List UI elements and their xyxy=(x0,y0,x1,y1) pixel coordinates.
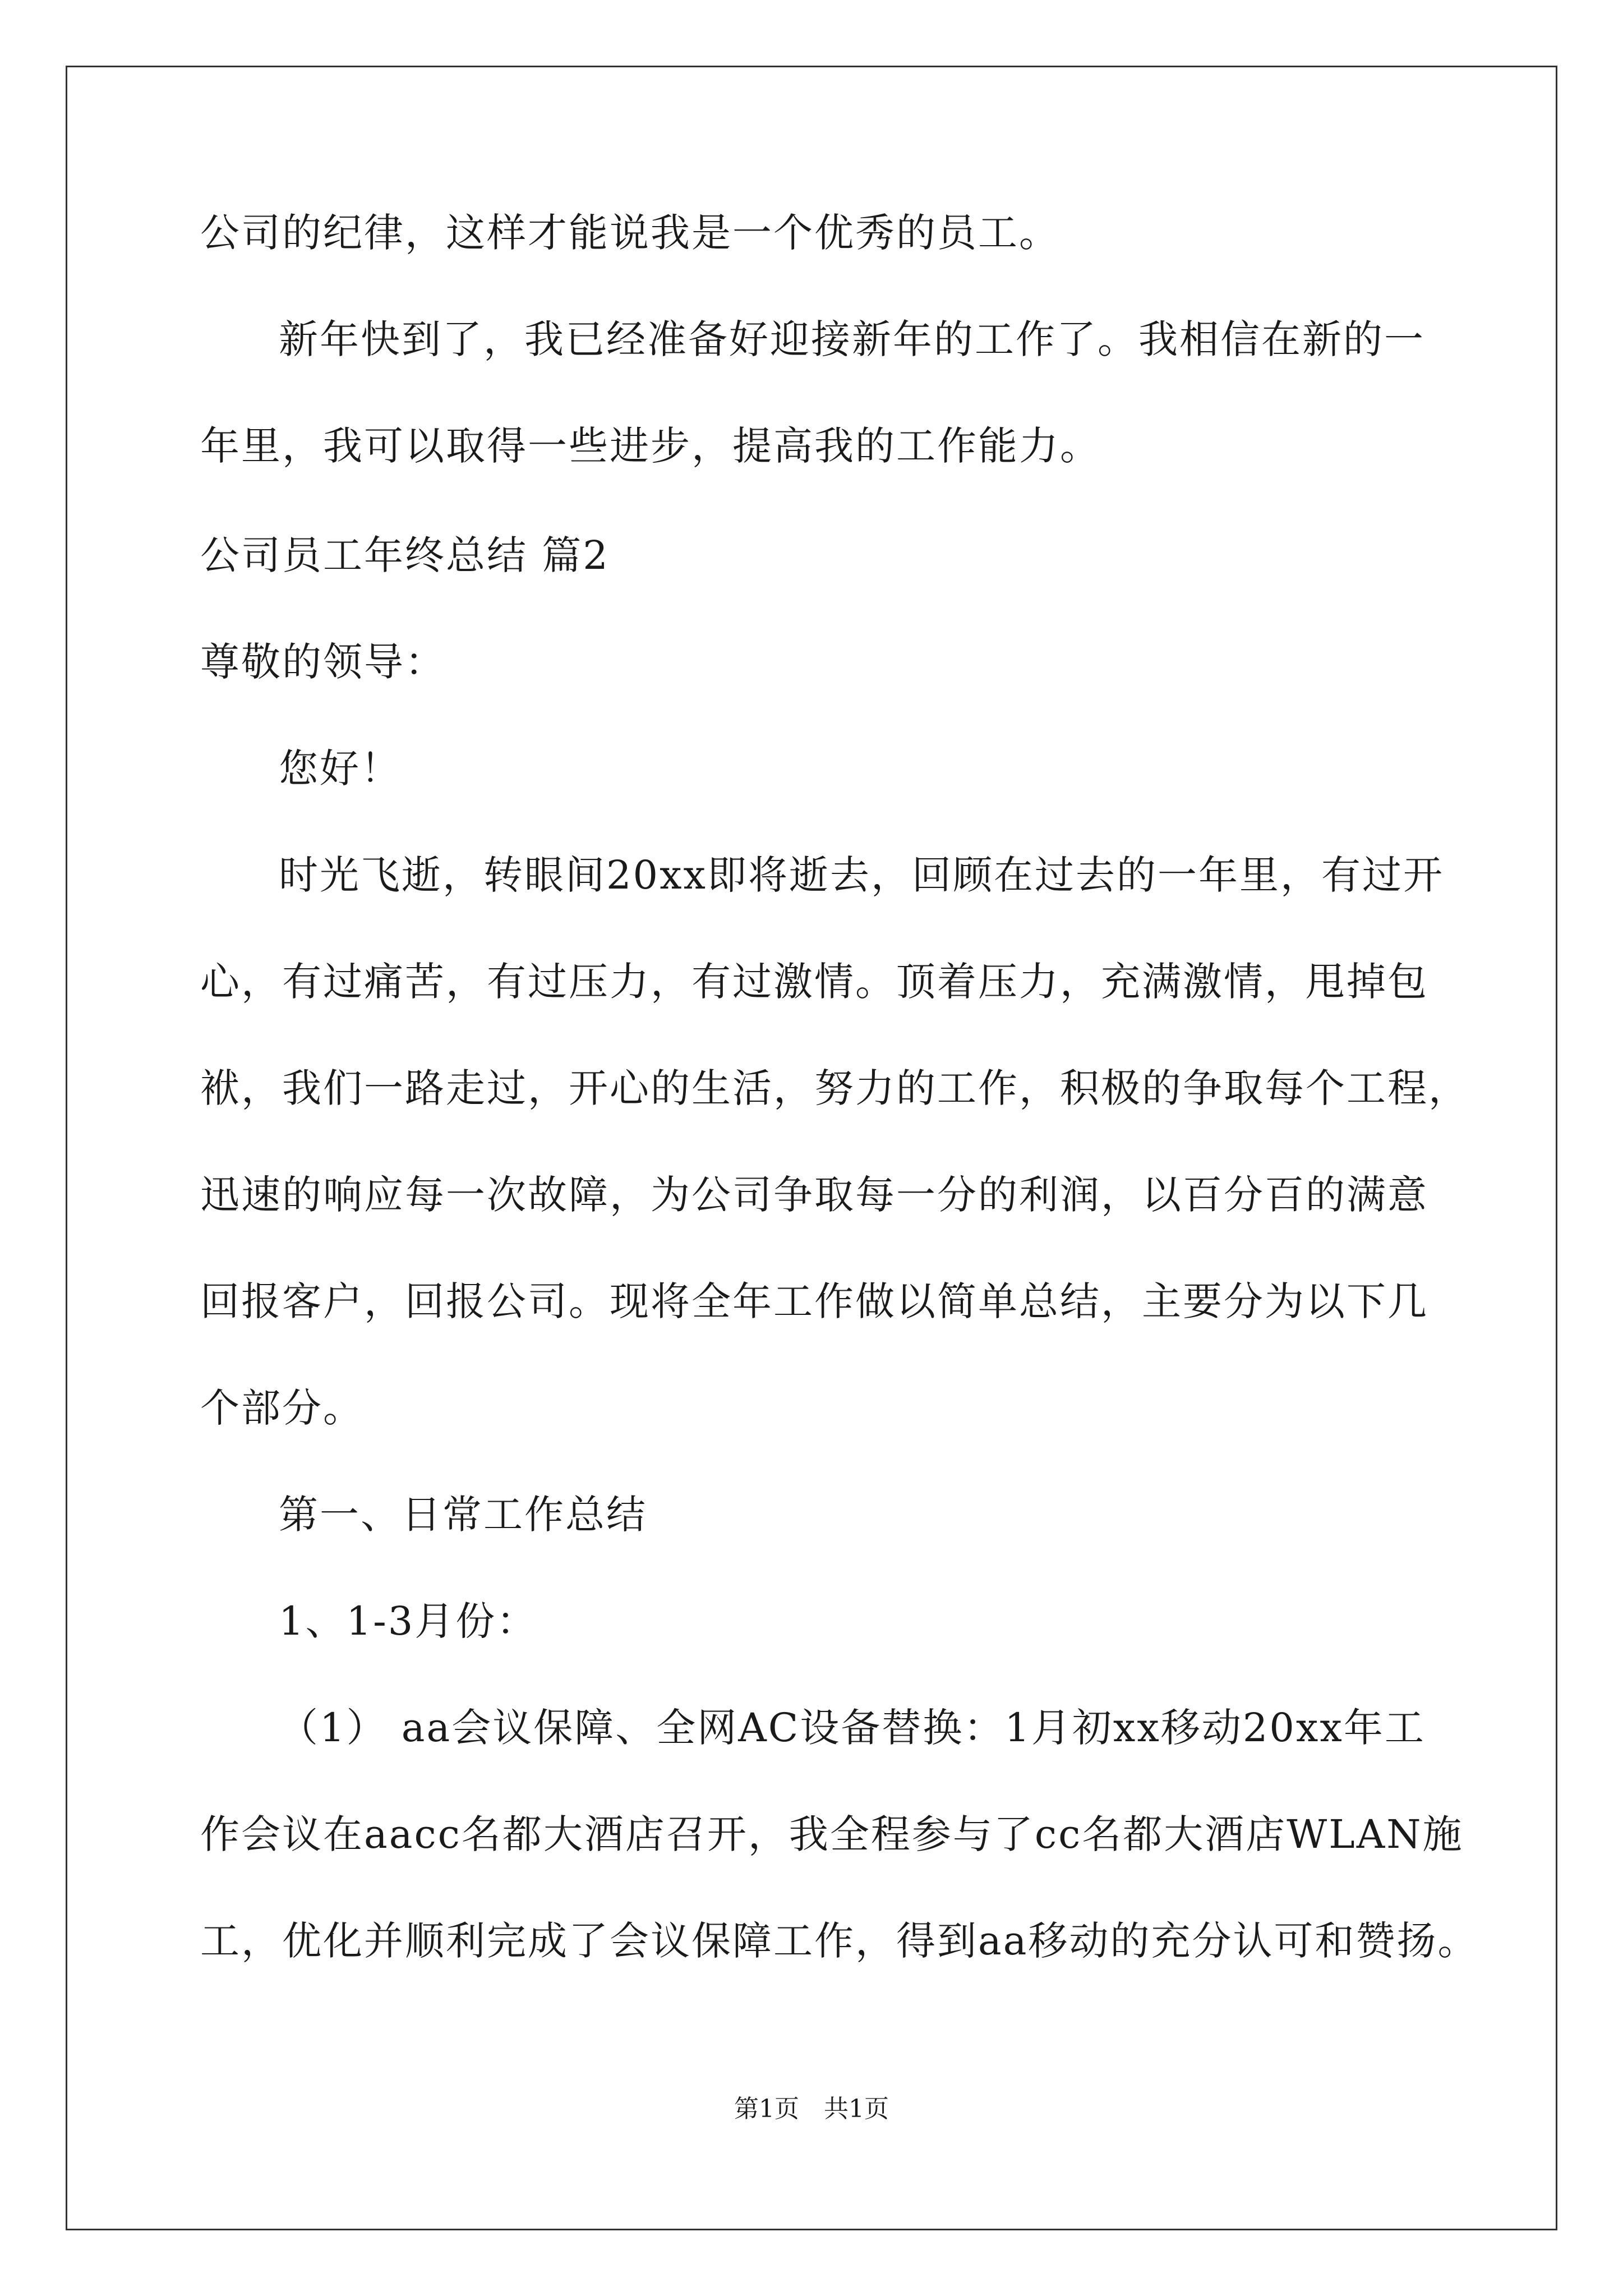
salutation: 尊敬的领导： xyxy=(200,639,446,685)
page-number: 第1页 共1页 xyxy=(734,2095,889,2123)
paragraph-line: 作会议在aacc名都大酒店召开，我全程参与了cc名都大酒店WLAN施 xyxy=(200,1811,1464,1857)
paragraph-line: 新年快到了，我已经准备好迎接新年的工作了。我相信在新的一 xyxy=(279,316,1425,362)
paragraph-line: 公司的纪律，这样才能说我是一个优秀的员工。 xyxy=(200,210,1060,256)
section-heading: 公司员工年终总结 篇2 xyxy=(200,532,610,578)
paragraph-line: 年里，我可以取得一些进步，提高我的工作能力。 xyxy=(200,423,1101,469)
paragraph-line: 时光飞逝，转眼间20xx即将逝去，回顾在过去的一年里，有过开 xyxy=(279,852,1445,898)
paragraph-line: 回报客户，回报公司。现将全年工作做以简单总结，主要分为以下几 xyxy=(200,1278,1428,1324)
paragraph-line: 个部分。 xyxy=(200,1385,364,1431)
paragraph-line: 工，优化并顺利完成了会议保障工作，得到aa移动的充分认可和赞扬。 xyxy=(200,1918,1479,1964)
list-heading: 1、1-3月份： xyxy=(279,1598,538,1644)
paragraph-line: （1） aa会议保障、全网AC设备替换：1月初xx移动20xx年工 xyxy=(279,1705,1426,1751)
paragraph-line: 心，有过痛苦，有过压力，有过激情。顶着压力，充满激情，甩掉包 xyxy=(200,959,1428,1005)
subsection-heading: 第一、日常工作总结 xyxy=(279,1492,647,1538)
paragraph-line: 迅速的响应每一次故障，为公司争取每一分的利润，以百分百的满意 xyxy=(200,1172,1428,1218)
page-border xyxy=(66,66,1557,2230)
greeting: 您好！ xyxy=(279,746,402,792)
paragraph-line: 袱，我们一路走过，开心的生活，努力的工作，积极的争取每个工程， xyxy=(200,1065,1469,1111)
